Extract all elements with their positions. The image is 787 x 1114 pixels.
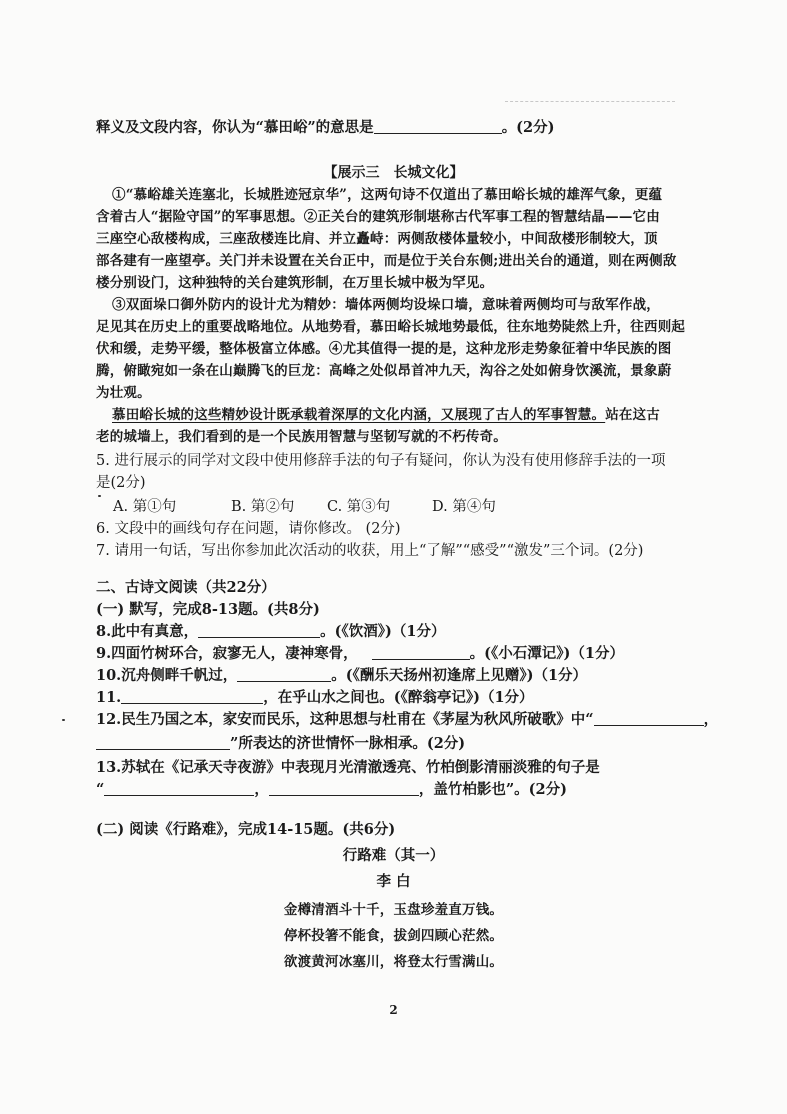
q11-post: ，在乎山水之间也。(《醉翁亭记》)（1分） bbox=[263, 689, 534, 706]
answer-blank[interactable] bbox=[198, 623, 320, 638]
exhibit-p2-line: 伏和缓，走势平缓，整体极富立体感。④尤其值得一提的是，这种龙形走势象征着中华民族的图 bbox=[96, 341, 672, 357]
exhibit-p2-line: 为壮观。 bbox=[96, 385, 151, 401]
q9-pre: 9.四面竹树环合，寂寥无人，凄神寒骨， bbox=[96, 645, 358, 662]
poem-author: 李 白 bbox=[376, 873, 411, 890]
q5-option-a[interactable]: A. 第①句 bbox=[113, 499, 177, 515]
section2-part1: (一) 默写，完成8-13题。(共8分) bbox=[96, 601, 320, 618]
answer-blank[interactable] bbox=[121, 689, 263, 704]
exhibit-p2-line: 腾，俯瞰宛如一条在山巅腾飞的巨龙：高峰之处似昂首冲九天，沟谷之处如俯身饮溪流，景象蔚 bbox=[96, 363, 672, 379]
answer-blank[interactable] bbox=[374, 119, 502, 134]
q5-option-d[interactable]: D. 第④句 bbox=[432, 499, 496, 515]
poem-line: 停杯投箸不能食，拔剑四顾心茫然。 bbox=[283, 928, 504, 944]
section2-part2: (二) 阅读《行路难》，完成14-15题。(共6分) bbox=[96, 821, 396, 838]
q8-post: 。(《饮酒》)（1分） bbox=[320, 623, 446, 640]
q5-stem-cont: 是(2分) bbox=[96, 475, 146, 491]
q8-pre: 8.此中有真意， bbox=[96, 623, 199, 640]
q11 bbox=[96, 688, 534, 708]
q11-pre: 11. bbox=[96, 689, 122, 706]
exhibit-p1-line: 含着古人“据险守国”的军事思想。②正关台的建筑形制堪称古代军事工程的智慧结晶——它由 bbox=[96, 209, 660, 225]
q12-comma: ， bbox=[703, 711, 719, 728]
q12-line2 bbox=[96, 734, 465, 754]
q9 bbox=[96, 644, 624, 664]
exhibit-p2-line: 足见其在历史上的重要战略地位。从地势看，慕田峪长城地势最低，往东地势陡然上升，往西则起 bbox=[96, 319, 686, 335]
q10-post: 。(《酬乐天扬州初逢席上见赠》)（1分） bbox=[331, 667, 588, 684]
scan-speck bbox=[62, 719, 65, 721]
q5-stem: 5. 进行展示的同学对文段中使用修辞手法的句子有疑问，你认为没有使用修辞手法的一项 bbox=[96, 453, 666, 469]
exhibit-p1-line: 三座空心敌楼构成，三座敌楼连比肩、并立矗峙：两侧敌楼体量较小，中间敌楼形制较大，顶 bbox=[96, 231, 658, 247]
answer-blank[interactable] bbox=[96, 735, 230, 750]
q12-text-cont: ”所表达的济世情怀一脉相承。(2分) bbox=[230, 735, 466, 752]
scan-speck bbox=[98, 495, 101, 497]
answer-blank[interactable] bbox=[104, 781, 254, 796]
answer-blank[interactable] bbox=[372, 645, 470, 660]
q10-pre: 10.沉舟侧畔千帆过， bbox=[96, 667, 238, 684]
answer-blank[interactable] bbox=[237, 667, 331, 682]
q12-line1 bbox=[96, 710, 718, 730]
q8 bbox=[96, 622, 445, 642]
exhibit-p1-line: 楼分别设门，这种独特的关台建筑形制，在万里长城中极为罕见。 bbox=[96, 275, 494, 291]
q13-line1: 13.苏轼在《记承天寺夜游》中表现月光清澈透亮、竹柏倒影清丽淡雅的句子是 bbox=[96, 759, 600, 776]
answer-blank[interactable] bbox=[594, 711, 704, 726]
q13-open-quote: “ bbox=[96, 781, 105, 798]
section2-title: 二、古诗文阅读（共22分） bbox=[96, 579, 276, 596]
exhibit-p2-line: ③双面垛口御外防内的设计尤为精妙：墙体两侧均设垛口墙，意味着两侧均可与敌军作战， bbox=[112, 297, 660, 313]
poem-title: 行路难（其一） bbox=[342, 847, 445, 864]
q-meaning bbox=[96, 118, 555, 138]
q7: 7. 请用一句话，写出你参加此次活动的收获，用上“了解”“感受”“激发”三个词。(2分) bbox=[96, 543, 644, 559]
poem-line: 欲渡黄河冰塞川，将登太行雪满山。 bbox=[283, 954, 504, 970]
top-rule bbox=[505, 101, 675, 102]
q12-text: 12.民生乃国之本，家安而民乐，这种思想与杜甫在《茅屋为秋风所破歌》中“ bbox=[96, 711, 594, 728]
q9-post: 。(《小石潭记》)（1分） bbox=[469, 645, 624, 662]
poem-line: 金樽清酒斗十千，玉盘珍羞直万钱。 bbox=[283, 902, 504, 918]
q-meaning-tail: 。(2分) bbox=[501, 119, 555, 136]
q13-comma: ， bbox=[254, 781, 269, 798]
q13-post: ，盖竹柏影也”。(2分) bbox=[418, 781, 567, 798]
answer-blank[interactable] bbox=[269, 781, 419, 796]
page-number: 2 bbox=[389, 1003, 398, 1017]
q-meaning-text: 释义及文段内容，你认为“慕田峪”的意思是 bbox=[96, 119, 374, 136]
q13-line2 bbox=[96, 780, 567, 800]
exhibit-p3-line1 bbox=[112, 405, 660, 425]
exhibit-title: 【展示三 长城文化】 bbox=[323, 165, 464, 181]
exhibit-p3-line2: 老的城墙上，我们看到的是一个民族用智慧与坚韧写就的不朽传奇。 bbox=[96, 429, 507, 445]
q6: 6. 文段中的画线句存在问题，请你修改。 (2分) bbox=[96, 521, 401, 537]
exhibit-p1-line: 部各建有一座望亭。关门并未设置在关台正中，而是位于关台东侧;进出关台的通道，则在两侧敌 bbox=[96, 253, 677, 269]
p3-rest: 站在这古 bbox=[605, 407, 661, 423]
q5-option-c[interactable]: C. 第③句 bbox=[327, 499, 391, 515]
q10 bbox=[96, 666, 587, 686]
underlined-sentence: 慕田峪长城的这些精妙设计既承载着深厚的文化内涵，又展现了古人的军事智慧。 bbox=[112, 407, 606, 423]
q5-option-b[interactable]: B. 第②句 bbox=[231, 499, 295, 515]
exhibit-p1-line: ①“慕峪雄关连塞北，长城胜迹冠京华”，这两句诗不仅道出了慕田峪长城的雄浑气象，更蕴 bbox=[112, 187, 663, 203]
